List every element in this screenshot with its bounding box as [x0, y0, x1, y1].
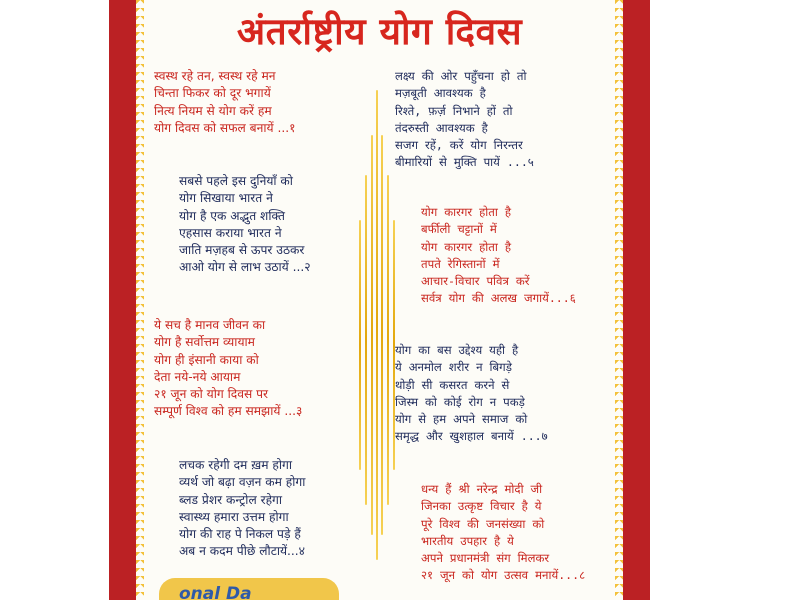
- stanza-line: तंदरुस्ती आवश्यक है: [395, 120, 488, 135]
- stanza-line: स्वस्थ रहे तन, स्वस्थ रहे मन: [154, 69, 276, 83]
- stanza-line: योग से हम अपने समाज को: [395, 412, 528, 427]
- stanza-line: योग की राह पे निकल पड़े हैं: [179, 527, 301, 542]
- stanza-line: जाति मज़हब से ऊपर उठकर: [179, 243, 305, 258]
- stanza-line: अब न कदम पीछे लौटायें...४: [179, 544, 306, 559]
- stanza-line: धन्य हैं श्री नरेन्द्र मोदी जी: [421, 482, 543, 496]
- stanza-line: सम्पूर्ण विश्व को हम समझायें ...३: [154, 404, 303, 419]
- stanza-8: [421, 481, 585, 585]
- stanza-5: [395, 68, 534, 172]
- stanza-line: सर्वत्र योग की अलख जगायें...६: [421, 291, 576, 306]
- stanza-line: सजग रहें, करें योग निरन्तर: [395, 138, 523, 153]
- stanza-line: जिनका उत्कृष्ट विचार है ये: [421, 499, 542, 514]
- stanza-line: लक्ष्य की ओर पहुँचना हो तो: [395, 69, 527, 83]
- stanza-line: जिस्म को कोई रोग न पकड़े: [395, 394, 525, 409]
- stanza-line: योग कारगर होता है: [421, 239, 512, 254]
- stanza-line: स्वास्थ्य हमारा उत्तम होगा: [179, 509, 289, 524]
- stanza-line: रिश्ते, फ़र्ज़ निभाने हों तो: [395, 103, 513, 118]
- left-border: [109, 0, 136, 600]
- stanza-line: योग ही इंसानी काया को: [154, 352, 259, 367]
- stanza-line: सबसे पहले इस दुनियाँ को: [179, 174, 293, 188]
- stanza-line: बीमारियों से मुक्ति पायें ...५: [395, 155, 534, 170]
- stanza-line: २१ जून को योग उत्सव मनायें...८: [421, 568, 586, 583]
- stanza-line: देता नये-नये आयाम: [154, 369, 241, 384]
- stanza-line: एहसास कराया भारत ने: [179, 225, 282, 240]
- stanza-line: योग कारगर होता है: [421, 205, 512, 219]
- poster: [109, 0, 650, 600]
- stanza-line: भारतीय उपहार है ये: [421, 533, 514, 548]
- stanza-4: [179, 457, 305, 561]
- stanza-line: योग सिखाया भारत ने: [179, 191, 273, 206]
- stanza-line: ये अनमोल शरीर न बिगड़े: [395, 360, 512, 375]
- right-border: [623, 0, 650, 600]
- stanza-line: अपने प्रधानमंत्री संग मिलकर: [421, 551, 550, 566]
- stanza-line: थोड़ी सी कसरत करने से: [395, 377, 510, 392]
- stanza-7: [395, 342, 548, 446]
- stanza-line: समृद्ध और खुशहाल बनायें ...७: [395, 429, 548, 444]
- left-zigzag-trim: [136, 0, 144, 600]
- stanza-line: तपते रेगिस्तानों में: [421, 256, 500, 271]
- stanza-line: लचक रहेगी दम ख़म होगा: [179, 458, 292, 472]
- stanza-2: [179, 173, 311, 277]
- bottom-badge-text: onal Da: [179, 584, 252, 600]
- stanza-line: योग है सर्वोत्तम व्यायाम: [154, 335, 255, 350]
- stanza-line: २१ जून को योग दिवस पर: [154, 387, 269, 402]
- stanza-line: योग का बस उद्देश्य यही है: [395, 343, 519, 357]
- stanza-line: व्यर्थ जो बढ़ा वज़न कम होगा: [179, 475, 306, 490]
- stanza-line: योग है एक अद्भुत शक्ति: [179, 208, 285, 223]
- stanza-line: मज़बूती आवश्यक है: [395, 86, 486, 101]
- poster-title: अंतर्राष्ट्रीय योग दिवस: [236, 10, 523, 53]
- stanza-line: आओ योग से लाभ उठायें ...२: [179, 260, 311, 275]
- stanza-line: योग दिवस को सफल बनायें ...१: [154, 120, 296, 135]
- stanza-1: [154, 68, 295, 137]
- right-zigzag-trim: [615, 0, 623, 600]
- stanza-6: [421, 204, 576, 308]
- stanza-3: [154, 317, 302, 421]
- stanza-line: चिन्ता फिकर को दूर भगायें: [154, 86, 271, 101]
- stanza-line: ये सच है मानव जीवन का: [154, 318, 266, 332]
- center-divider: [357, 90, 397, 560]
- stanza-line: ब्लड प्रेशर कन्ट्रोल रहेगा: [179, 492, 283, 507]
- stanza-line: नित्य नियम से योग करें हम: [154, 103, 272, 118]
- stanza-line: बर्फीली चट्टानों में: [421, 222, 497, 237]
- stanza-line: पूरे विश्व की जनसंख्या को: [421, 516, 545, 531]
- stanza-line: आचार-विचार पवित्र करें: [421, 274, 530, 289]
